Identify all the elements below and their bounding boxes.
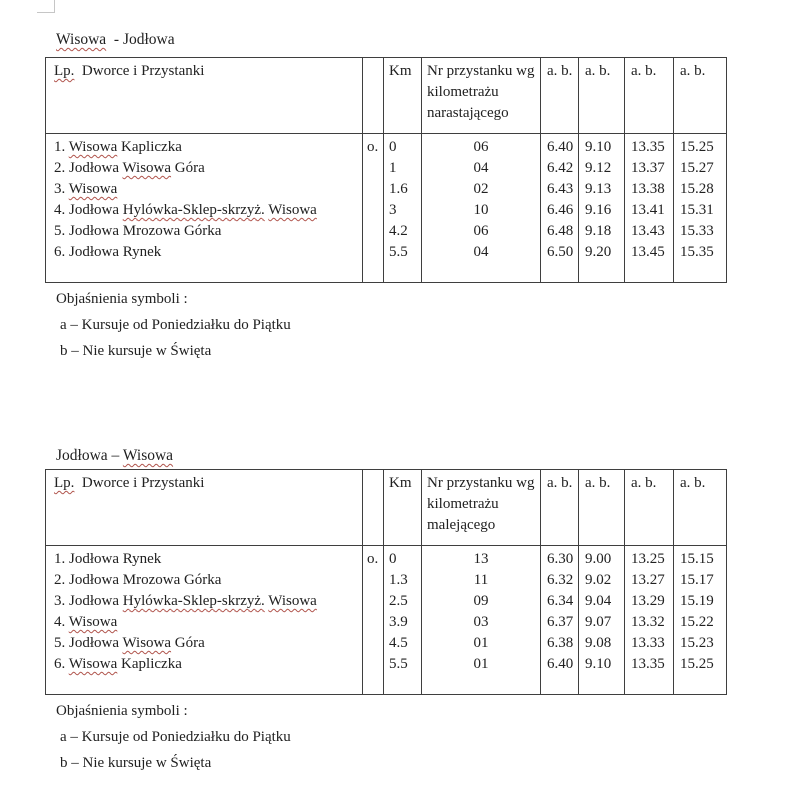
- col-header-stop-number: Nr przystanku wg kilometrażu malejącego: [422, 470, 541, 546]
- legend-item-a: a – Kursuje od Poniedziałku do Piątku: [60, 317, 291, 333]
- legend-item-b: b – Nie kursuje w Święta: [60, 343, 212, 359]
- stops-cell: 1. Jodłowa Rynek 2. Jodłowa Mrozowa Górka 3. Jodłowa Hylówka-Sklep-skrzyż. Wisowa 4. Wisowa 5. Jodłowa Wisowa Góra 6. Wisowa Kapliczka: [46, 546, 363, 694]
- col-header-origin: [363, 58, 384, 134]
- page-corner-mark: [37, 0, 55, 13]
- route-title-1: Wisowa - Jodłowa: [56, 31, 175, 48]
- col-header-times-2: a. b.: [579, 470, 625, 546]
- col-header-times-4: a. b.: [674, 470, 726, 546]
- stops-cell: 1. Wisowa Kapliczka 2. Jodłowa Wisowa Góra 3. Wisowa 4. Jodłowa Hylówka-Sklep-skrzyż. Wisowa 5. Jodłowa Mrozowa Górka 6. Jodłowa Rynek: [46, 134, 363, 282]
- legend-2: [56, 698, 291, 776]
- col-header-stops: Lp. Dworce i Przystanki: [46, 58, 363, 134]
- times-cell-1: 6.40 6.42 6.43 6.46 6.48 6.50: [541, 134, 579, 282]
- col-header-origin: [363, 470, 384, 546]
- col-header-times-3: a. b.: [625, 58, 674, 134]
- km-cell: 0 1.3 2.5 3.9 4.5 5.5: [384, 546, 422, 694]
- times-cell-2: 9.10 9.12 9.13 9.16 9.18 9.20: [579, 134, 625, 282]
- km-cell: 0 1 1.6 3 4.2 5.5: [384, 134, 422, 282]
- legend-heading: Objaśnienia symboli :: [56, 291, 188, 307]
- times-cell-1: 6.30 6.32 6.34 6.37 6.38 6.40: [541, 546, 579, 694]
- col-header-times-4: a. b.: [674, 58, 726, 134]
- route-title-2: Jodłowa – Wisowa: [56, 447, 174, 464]
- col-header-times-2: a. b.: [579, 58, 625, 134]
- col-header-times-1: a. b.: [541, 470, 579, 546]
- stop-number-cell: 06 04 02 10 06 04: [422, 134, 541, 282]
- stop-number-cell: 13 11 09 03 01 01: [422, 546, 541, 694]
- legend-item-b: b – Nie kursuje w Święta: [60, 755, 212, 771]
- legend-item-a: a – Kursuje od Poniedziałku do Piątku: [60, 729, 291, 745]
- times-cell-2: 9.00 9.02 9.04 9.07 9.08 9.10: [579, 546, 625, 694]
- times-cell-4: 15.15 15.17 15.19 15.22 15.23 15.25: [680, 551, 714, 672]
- col-header-km: Km: [384, 470, 422, 546]
- col-header-stops: Lp. Dworce i Przystanki: [46, 470, 363, 546]
- col-header-stop-number: Nr przystanku wg kilometrażu narastającego: [422, 58, 541, 134]
- origin-mark-cell: o.: [363, 134, 384, 282]
- legend-heading: Objaśnienia symboli :: [56, 703, 188, 719]
- col-header-km: Km: [384, 58, 422, 134]
- col-header-times-3: a. b.: [625, 470, 674, 546]
- timetable-2: [45, 469, 727, 695]
- origin-mark-cell: o.: [363, 546, 384, 694]
- times-cell-3: 13.25 13.27 13.29 13.32 13.33 13.35: [625, 546, 674, 694]
- legend-1: [56, 286, 291, 364]
- times-cell-4: 15.25 15.27 15.28 15.31 15.33 15.35: [680, 139, 714, 260]
- times-cell-3: 13.35 13.37 13.38 13.41 13.43 13.45: [625, 134, 674, 282]
- timetable-1: [45, 57, 727, 283]
- col-header-times-1: a. b.: [541, 58, 579, 134]
